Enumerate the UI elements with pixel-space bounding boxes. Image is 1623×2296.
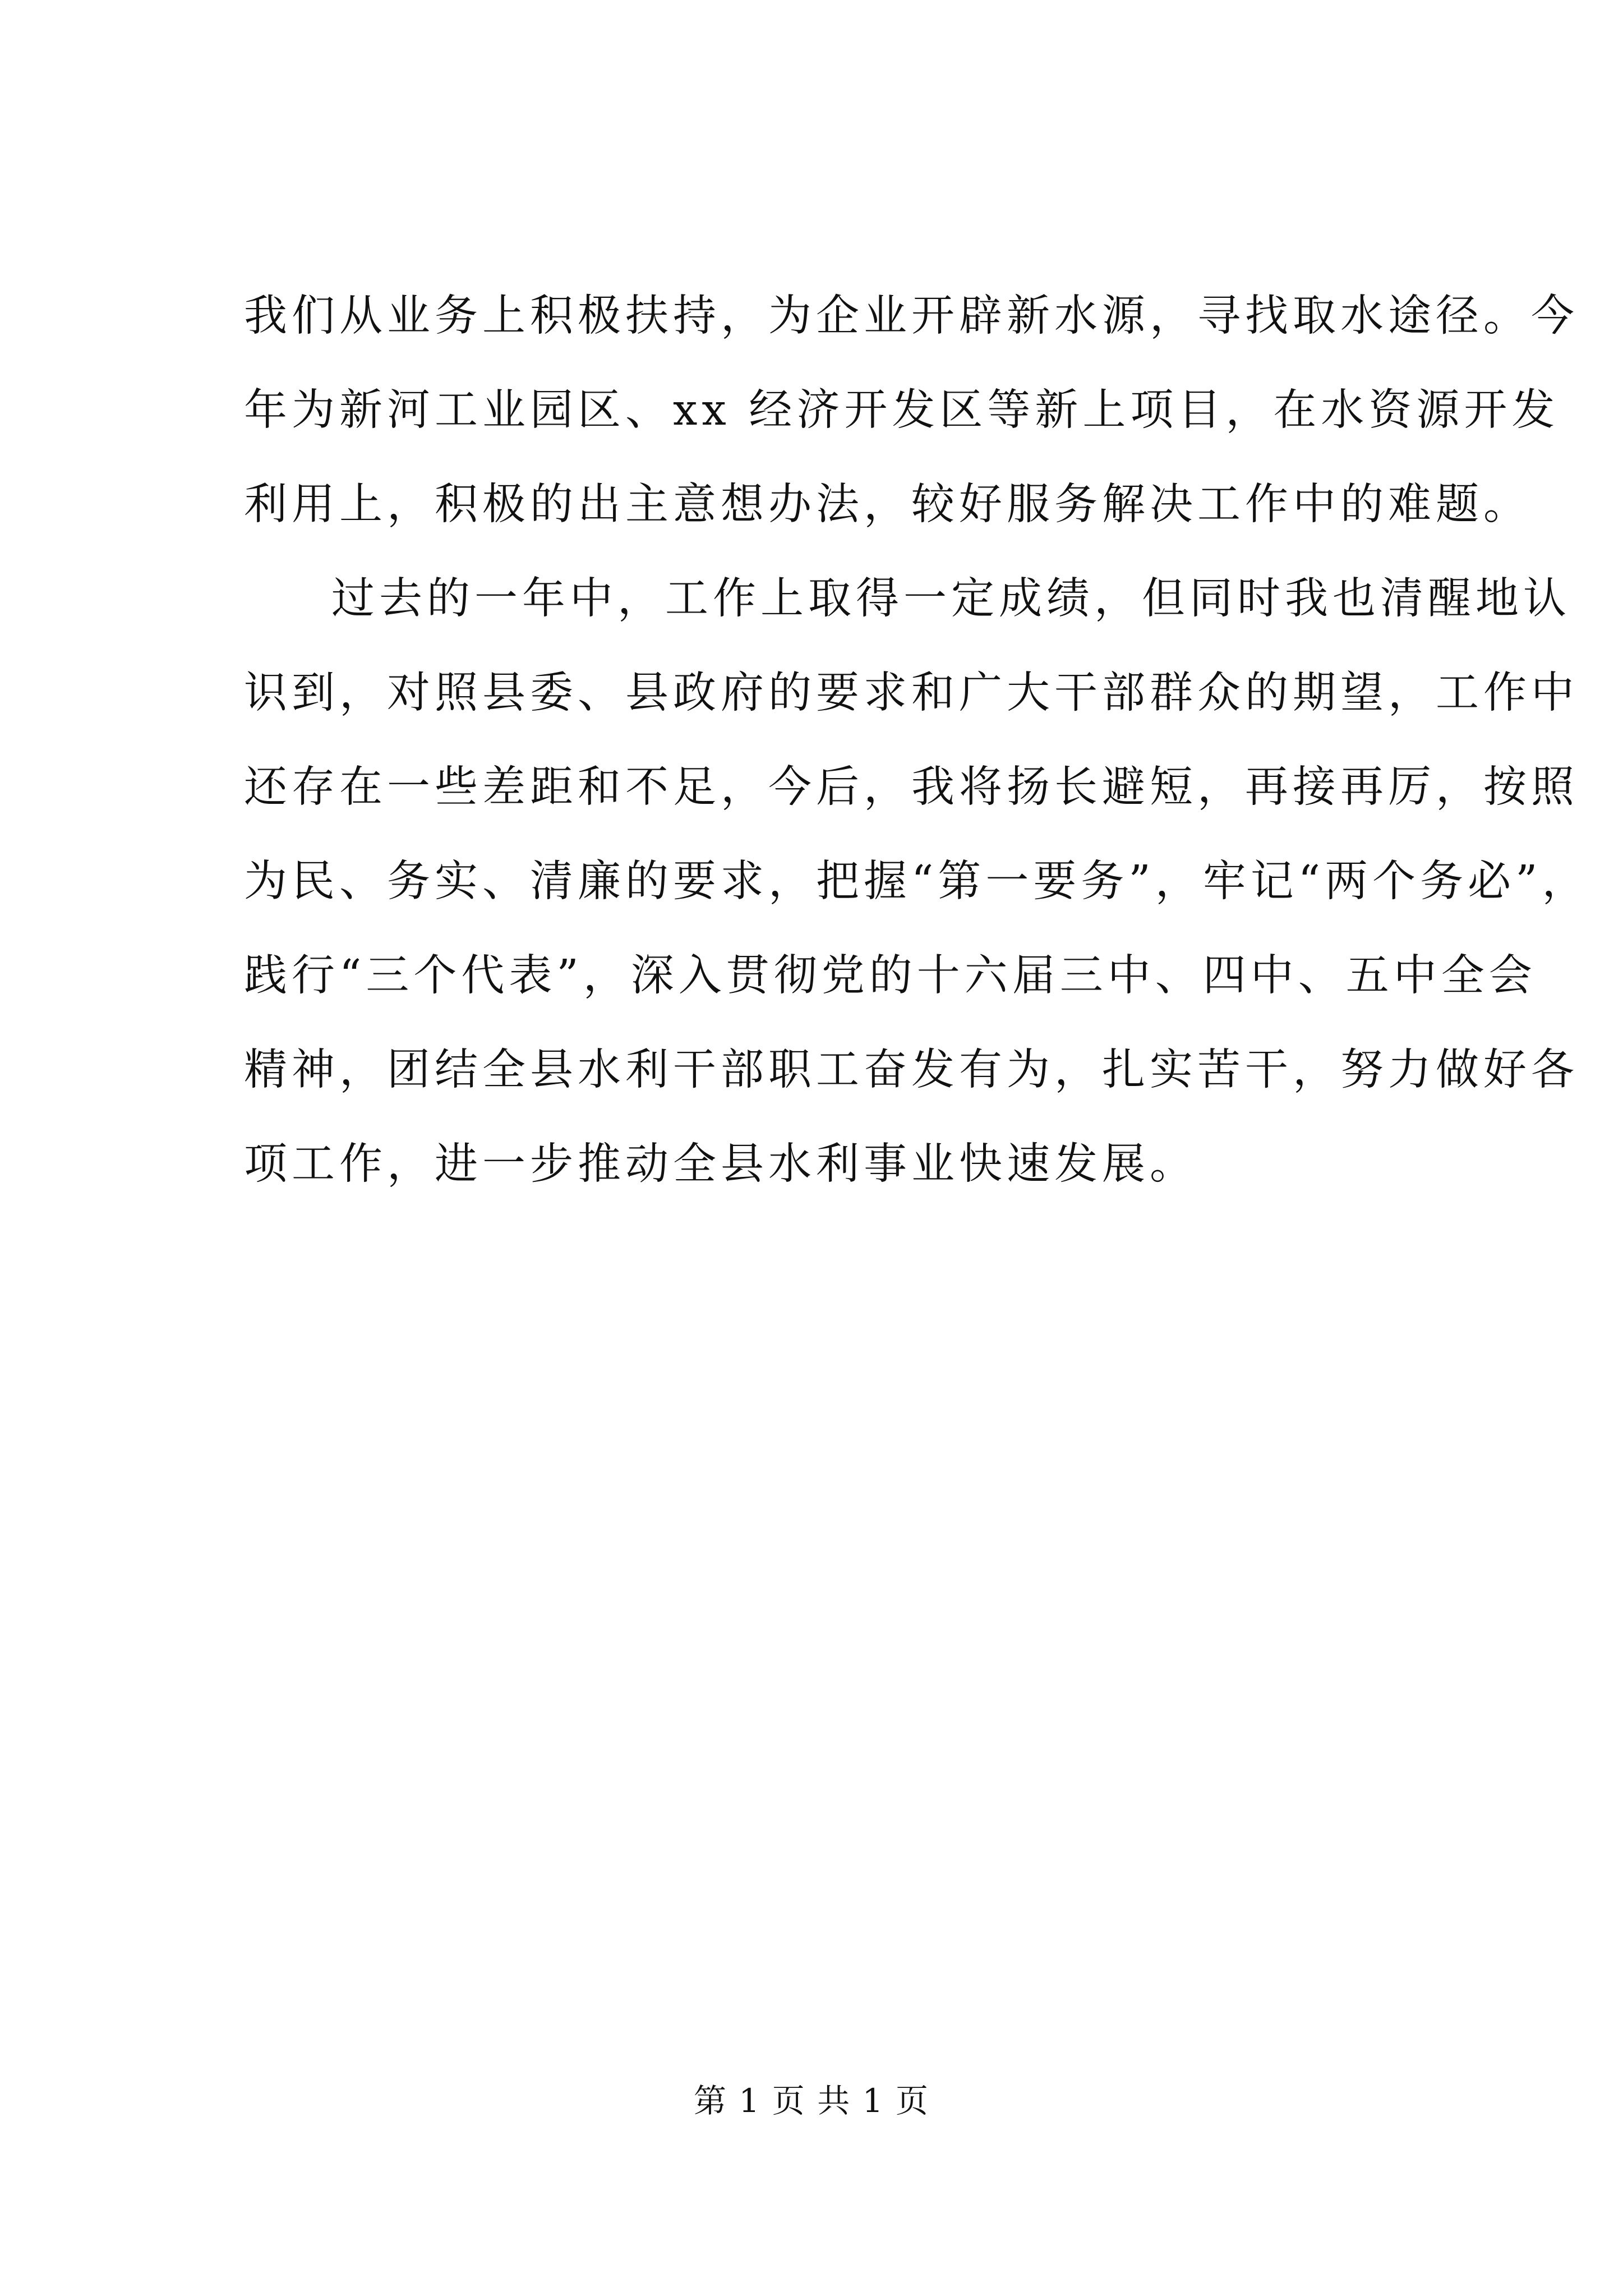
- paragraph-2-line-2: 识到，对照县委、县政府的要求和广大干部群众的期望，工作中: [244, 668, 1579, 718]
- paragraph-1-line-2: 年为新河工业园区、xx 经济开发区等新上项目，在水资源开发: [244, 385, 1560, 435]
- paragraph-1-line-1: 我们从业务上积极扶持，为企业开辟新水源，寻找取水途径。今: [244, 291, 1579, 341]
- paragraph-2-line-3: 还存在一些差距和不足，今后，我将扬长避短，再接再厉，按照: [244, 762, 1579, 812]
- paragraph-2-line-1: 过去的一年中，工作上取得一定成绩，但同时我也清醒地认: [331, 574, 1571, 624]
- paragraph-2-line-5: 践行“三个代表”，深入贯彻党的十六届三中、四中、五中全会: [244, 951, 1537, 1001]
- paragraph-2-line-6: 精神，团结全县水利干部职工奋发有为，扎实苦干，努力做好各: [244, 1045, 1579, 1095]
- paragraph-1-line-3: 利用上，积极的出主意想办法，较好服务解决工作中的难题。: [244, 480, 1531, 530]
- paragraph-2-line-7: 项工作，进一步推动全县水利事业快速发展。: [244, 1139, 1197, 1189]
- page-footer: 第 1 页 共 1 页: [694, 2082, 929, 2120]
- document-body: [244, 269, 1590, 1212]
- paragraph-2-line-4: 为民、务实、清廉的要求，把握“第一要务”，牢记“两个务必”，: [244, 857, 1590, 907]
